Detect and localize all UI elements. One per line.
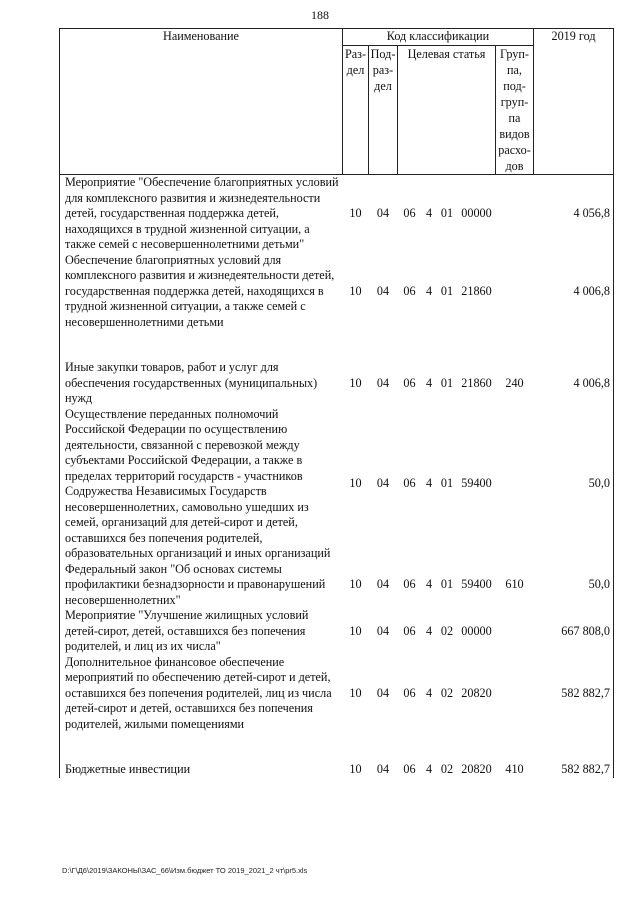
row-target-subprogram: 4 bbox=[425, 476, 433, 491]
row-vid bbox=[496, 407, 534, 562]
table-row bbox=[60, 562, 614, 609]
row-target-subprogram: 4 bbox=[425, 375, 433, 390]
row-target-code: 00000 bbox=[461, 206, 492, 220]
row-vid bbox=[496, 655, 534, 733]
row-name: Обеспечение благоприятных условий для комплексного развития и жизнедеятельности детей, государственная поддержка детей, находящихся в трудной жизненной ситуации, а также семей с несовершеннолетними детьми bbox=[60, 253, 343, 331]
header-name: Наименование bbox=[60, 29, 343, 175]
row-target-program: 06 bbox=[403, 623, 416, 638]
row-target-code: 20820 bbox=[461, 685, 492, 700]
row-target-subprogram: 4 bbox=[425, 206, 433, 220]
footer-file-path: D:\Г\Д6\2019\ЗАКОНЫ\ЗАС_66\Изм.бюджет ТО 2019_2021_2 чт\pr5.xls bbox=[62, 866, 308, 875]
row-target-program: 06 bbox=[403, 762, 416, 776]
row-target-program: 06 bbox=[403, 577, 416, 591]
row-target-code: 00000 bbox=[461, 623, 492, 638]
row-vid: 610 bbox=[505, 577, 524, 591]
row-target-event: 01 bbox=[440, 577, 454, 591]
table-row bbox=[60, 608, 614, 655]
row-target-code: 21860 bbox=[461, 375, 492, 390]
table-row bbox=[60, 762, 614, 778]
row-amount: 582 882,7 bbox=[534, 762, 614, 778]
table-row bbox=[60, 253, 614, 331]
row-amount: 4 056,8 bbox=[534, 175, 614, 253]
row-amount: 4 006,8 bbox=[534, 253, 614, 331]
row-razdel: 10 bbox=[349, 623, 362, 638]
row-target-event: 01 bbox=[440, 476, 454, 491]
header-classification: Код классификации bbox=[343, 29, 534, 46]
header-vid: Груп-па, под-груп-па видов расхо-дов bbox=[496, 46, 534, 175]
row-razdel: 10 bbox=[349, 762, 362, 776]
row-name: Бюджетные инвестиции bbox=[60, 762, 343, 778]
row-name: Мероприятие "Обеспечение благоприятных условий для комплексного развития и жизнедеятельности детей, государственная поддержка детей, находящихся в трудной жизненной ситуации, а также семей с несовершеннолетними детьми" bbox=[60, 175, 343, 253]
row-target-code: 59400 bbox=[461, 476, 492, 491]
row-razdel: 10 bbox=[349, 476, 362, 491]
row-razdel: 10 bbox=[349, 206, 362, 220]
row-podrazdel: 04 bbox=[376, 375, 390, 390]
table-row bbox=[60, 407, 614, 562]
table-row bbox=[60, 175, 614, 253]
row-amount: 50,0 bbox=[534, 562, 614, 609]
row-podrazdel: 04 bbox=[376, 476, 390, 491]
budget-table bbox=[59, 28, 614, 778]
row-target-subprogram: 4 bbox=[425, 685, 433, 700]
row-target-code: 59400 bbox=[461, 577, 492, 591]
header-razdel: Раз-дел bbox=[343, 46, 369, 175]
row-target-code: 21860 bbox=[461, 283, 492, 298]
row-name: Дополнительное финансовое обеспечение мероприятий по обеспечению детей-сирот и детей, оставшихся без попечения родителей, лиц из числа детей-сирот и детей, оставшихся без попечения родителей, жилыми помещениями bbox=[60, 655, 343, 733]
row-podrazdel: 04 bbox=[376, 206, 390, 220]
row-target-event: 02 bbox=[440, 762, 454, 776]
row-target-event: 01 bbox=[440, 375, 454, 390]
header-target: Целевая статья bbox=[398, 46, 496, 175]
table-row bbox=[60, 655, 614, 733]
header-podrazdel: Под-раз-дел bbox=[369, 46, 398, 175]
row-name: Осуществление переданных полномочий Российской Федерации по осуществлению деятельности, связанной с перевозкой между субъектами Российской Федерации, а также в пределах территорий государств - участников Содружества Независимых Государств несовершеннолетних, самовольно ушедших из семей, организаций для детей-сирот и детей, оставшихся без попечения родителей, образовательных организаций и иных организаций bbox=[60, 407, 343, 562]
row-podrazdel: 04 bbox=[376, 685, 390, 700]
row-target-subprogram: 4 bbox=[425, 623, 433, 638]
row-target-program: 06 bbox=[403, 206, 416, 220]
row-target-event: 02 bbox=[440, 623, 454, 638]
row-target-subprogram: 4 bbox=[425, 577, 433, 591]
row-target-subprogram: 4 bbox=[425, 762, 433, 776]
row-amount: 582 882,7 bbox=[534, 655, 614, 733]
row-name: Мероприятие "Улучшение жилищных условий детей-сирот, детей, оставшихся без попечения родителей, и лиц из их числа" bbox=[60, 608, 343, 655]
table-row bbox=[60, 360, 614, 407]
row-amount: 50,0 bbox=[534, 407, 614, 562]
row-vid: 240 bbox=[505, 375, 524, 390]
row-target-program: 06 bbox=[403, 685, 416, 700]
row-vid bbox=[496, 253, 534, 331]
row-target-program: 06 bbox=[403, 476, 416, 491]
row-amount: 667 808,0 bbox=[534, 608, 614, 655]
row-target-event: 01 bbox=[440, 206, 454, 220]
row-podrazdel: 04 bbox=[376, 577, 390, 591]
row-podrazdel: 04 bbox=[376, 623, 390, 638]
row-target-event: 01 bbox=[440, 283, 454, 298]
row-vid: 410 bbox=[505, 762, 524, 776]
row-name: Иные закупки товаров, работ и услуг для обеспечения государственных (муниципальных) нужд bbox=[60, 360, 343, 407]
row-vid bbox=[496, 175, 534, 253]
page-number: 188 bbox=[311, 8, 329, 22]
row-target-program: 06 bbox=[403, 375, 416, 390]
header-year: 2019 год bbox=[534, 29, 614, 175]
row-razdel: 10 bbox=[349, 577, 362, 591]
row-target-code: 20820 bbox=[461, 762, 492, 776]
row-podrazdel: 04 bbox=[376, 283, 390, 298]
row-vid bbox=[496, 608, 534, 655]
row-target-program: 06 bbox=[403, 283, 416, 298]
row-target-subprogram: 4 bbox=[425, 283, 433, 298]
row-amount: 4 006,8 bbox=[534, 360, 614, 407]
row-name: Федеральный закон "Об основах системы профилактики безнадзорности и правонарушений несовершеннолетних" bbox=[60, 562, 343, 609]
row-razdel: 10 bbox=[349, 283, 362, 298]
row-razdel: 10 bbox=[349, 375, 362, 390]
row-razdel: 10 bbox=[349, 685, 362, 700]
row-target-event: 02 bbox=[440, 685, 454, 700]
row-podrazdel: 04 bbox=[376, 762, 390, 776]
